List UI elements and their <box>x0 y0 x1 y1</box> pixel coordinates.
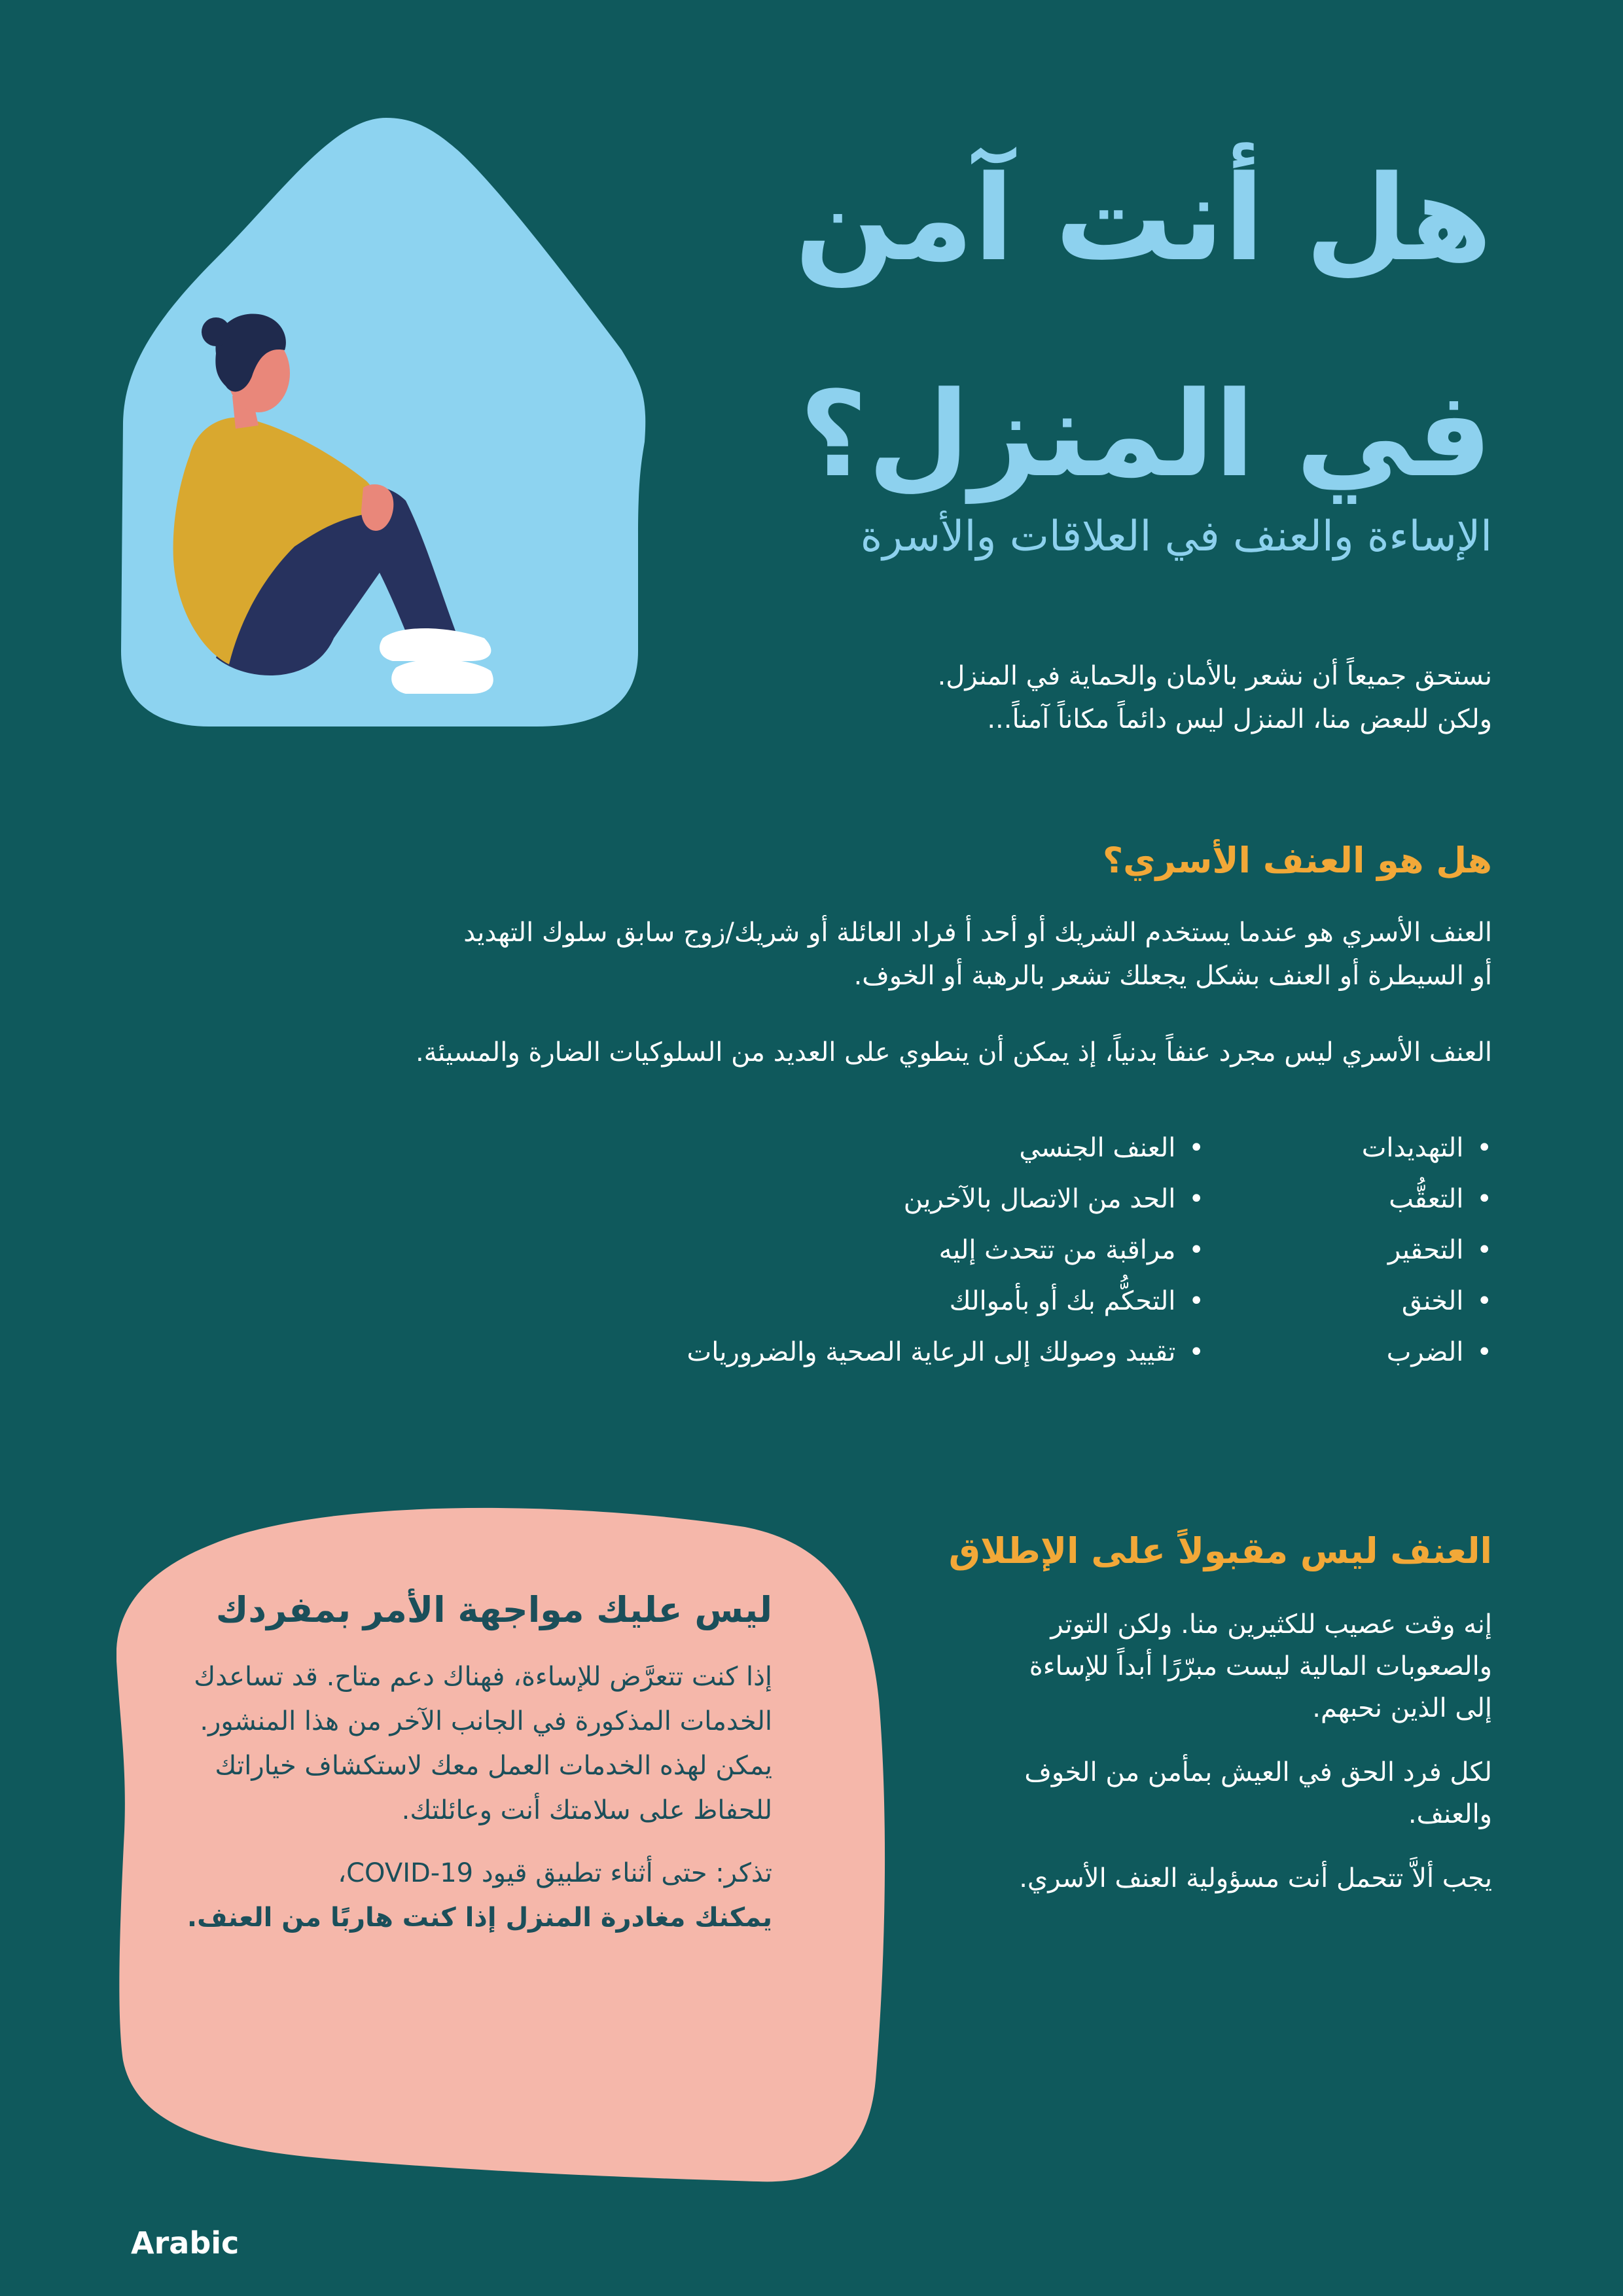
title-line-2: في المنزل؟ <box>799 367 1492 503</box>
subtitle: الإساءة والعنف في العلاقات والأسرة <box>860 512 1492 561</box>
behaviors-list-col1 <box>1230 1122 1492 1378</box>
support-reminder: تذكر: حتى أثناء تطبيق قيود COVID-19، <box>338 1858 772 1888</box>
support-text <box>187 1584 772 1940</box>
not-acceptable-para-2: لكل فرد الحق في العيش بمأمن من الخوف والعنف. <box>1024 1757 1492 1829</box>
support-body-line-1: إذا كنت تتعرَّض للإساءة، فهناك دعم متاح. قد تساعدك <box>194 1662 772 1692</box>
support-body-line-3: يمكن لهذه الخدمات العمل معك لاستكشاف خياراتك <box>215 1751 772 1781</box>
list-item: • التحقير <box>1230 1225 1492 1276</box>
not-acceptable-body <box>995 1604 1492 1922</box>
support-body-line-2: الخدمات المذكورة في الجانب الآخر من هذا المنشور. <box>200 1706 772 1736</box>
intro-line-2: ولكن للبعض منا، المنزل ليس دائماً مكاناً آمناً... <box>987 704 1492 734</box>
not-acceptable-heading: العنف ليس مقبولاً على الإطلاق <box>948 1530 1492 1571</box>
list-item: • الضرب <box>1230 1327 1492 1378</box>
dv-note: العنف الأسري ليس مجرد عنفاً بدنياً، إذ يمكن أن ينطوي على العديد من السلوكيات الضارة والمسيئة. <box>415 1037 1492 1067</box>
list-item: • العنف الجنسي <box>615 1122 1204 1174</box>
support-reminder-bold: يمكنك مغادرة المنزل إذا كنت هاربًا من العنف. <box>187 1903 772 1933</box>
intro-text <box>707 655 1492 741</box>
dv-definition-line-1: العنف الأسري هو عندما يستخدم الشريك أو أحد أ فراد العائلة أو شريك/زوج سابق سلوك التهديد <box>463 918 1492 948</box>
list-item: • التهديدات <box>1230 1122 1492 1174</box>
house-illustration <box>118 115 654 730</box>
list-item: • مراقبة من تتحدث إليه <box>615 1225 1204 1276</box>
language-label: Arabic <box>131 2225 240 2261</box>
list-item: • التحكُّم بك أو بأموالك <box>615 1276 1204 1327</box>
dv-definition <box>445 911 1492 997</box>
list-item: • الخنق <box>1230 1276 1492 1327</box>
list-item: • تقييد وصولك إلى الرعاية الصحية والضروريات <box>615 1327 1204 1378</box>
not-acceptable-para-1: إنه وقت عصيب للكثيرين منا. ولكن التوتر والصعوبات المالية ليست مبرّرًا أبداً للإساءة إلى الذين نحبهم. <box>1029 1609 1492 1723</box>
page-title <box>641 111 1492 543</box>
behaviors-list-col2 <box>615 1122 1204 1378</box>
list-item: • الحد من الاتصال بالآخرين <box>615 1174 1204 1225</box>
support-body-line-4: للحفاظ على سلامتك أنت وعائلتك. <box>401 1795 772 1825</box>
dv-definition-line-2: أو السيطرة أو العنف بشكل يجعلك تشعر بالرهبة أو الخوف. <box>853 961 1492 991</box>
dv-heading: هل هو العنف الأسري؟ <box>1102 840 1492 881</box>
list-item: • التعقُّب <box>1230 1174 1492 1225</box>
support-body <box>194 1655 772 1833</box>
title-line-1: هل أنت آمن <box>794 151 1492 287</box>
support-heading: ليس عليك مواجهة الأمر بمفردك <box>215 1589 772 1630</box>
not-acceptable-para-3: يجب ألاَّ تتحمل أنت مسؤولية العنف الأسري. <box>1019 1863 1492 1893</box>
intro-line-1: نستحق جميعاً أن نشعر بالأمان والحماية في المنزل. <box>937 661 1492 691</box>
